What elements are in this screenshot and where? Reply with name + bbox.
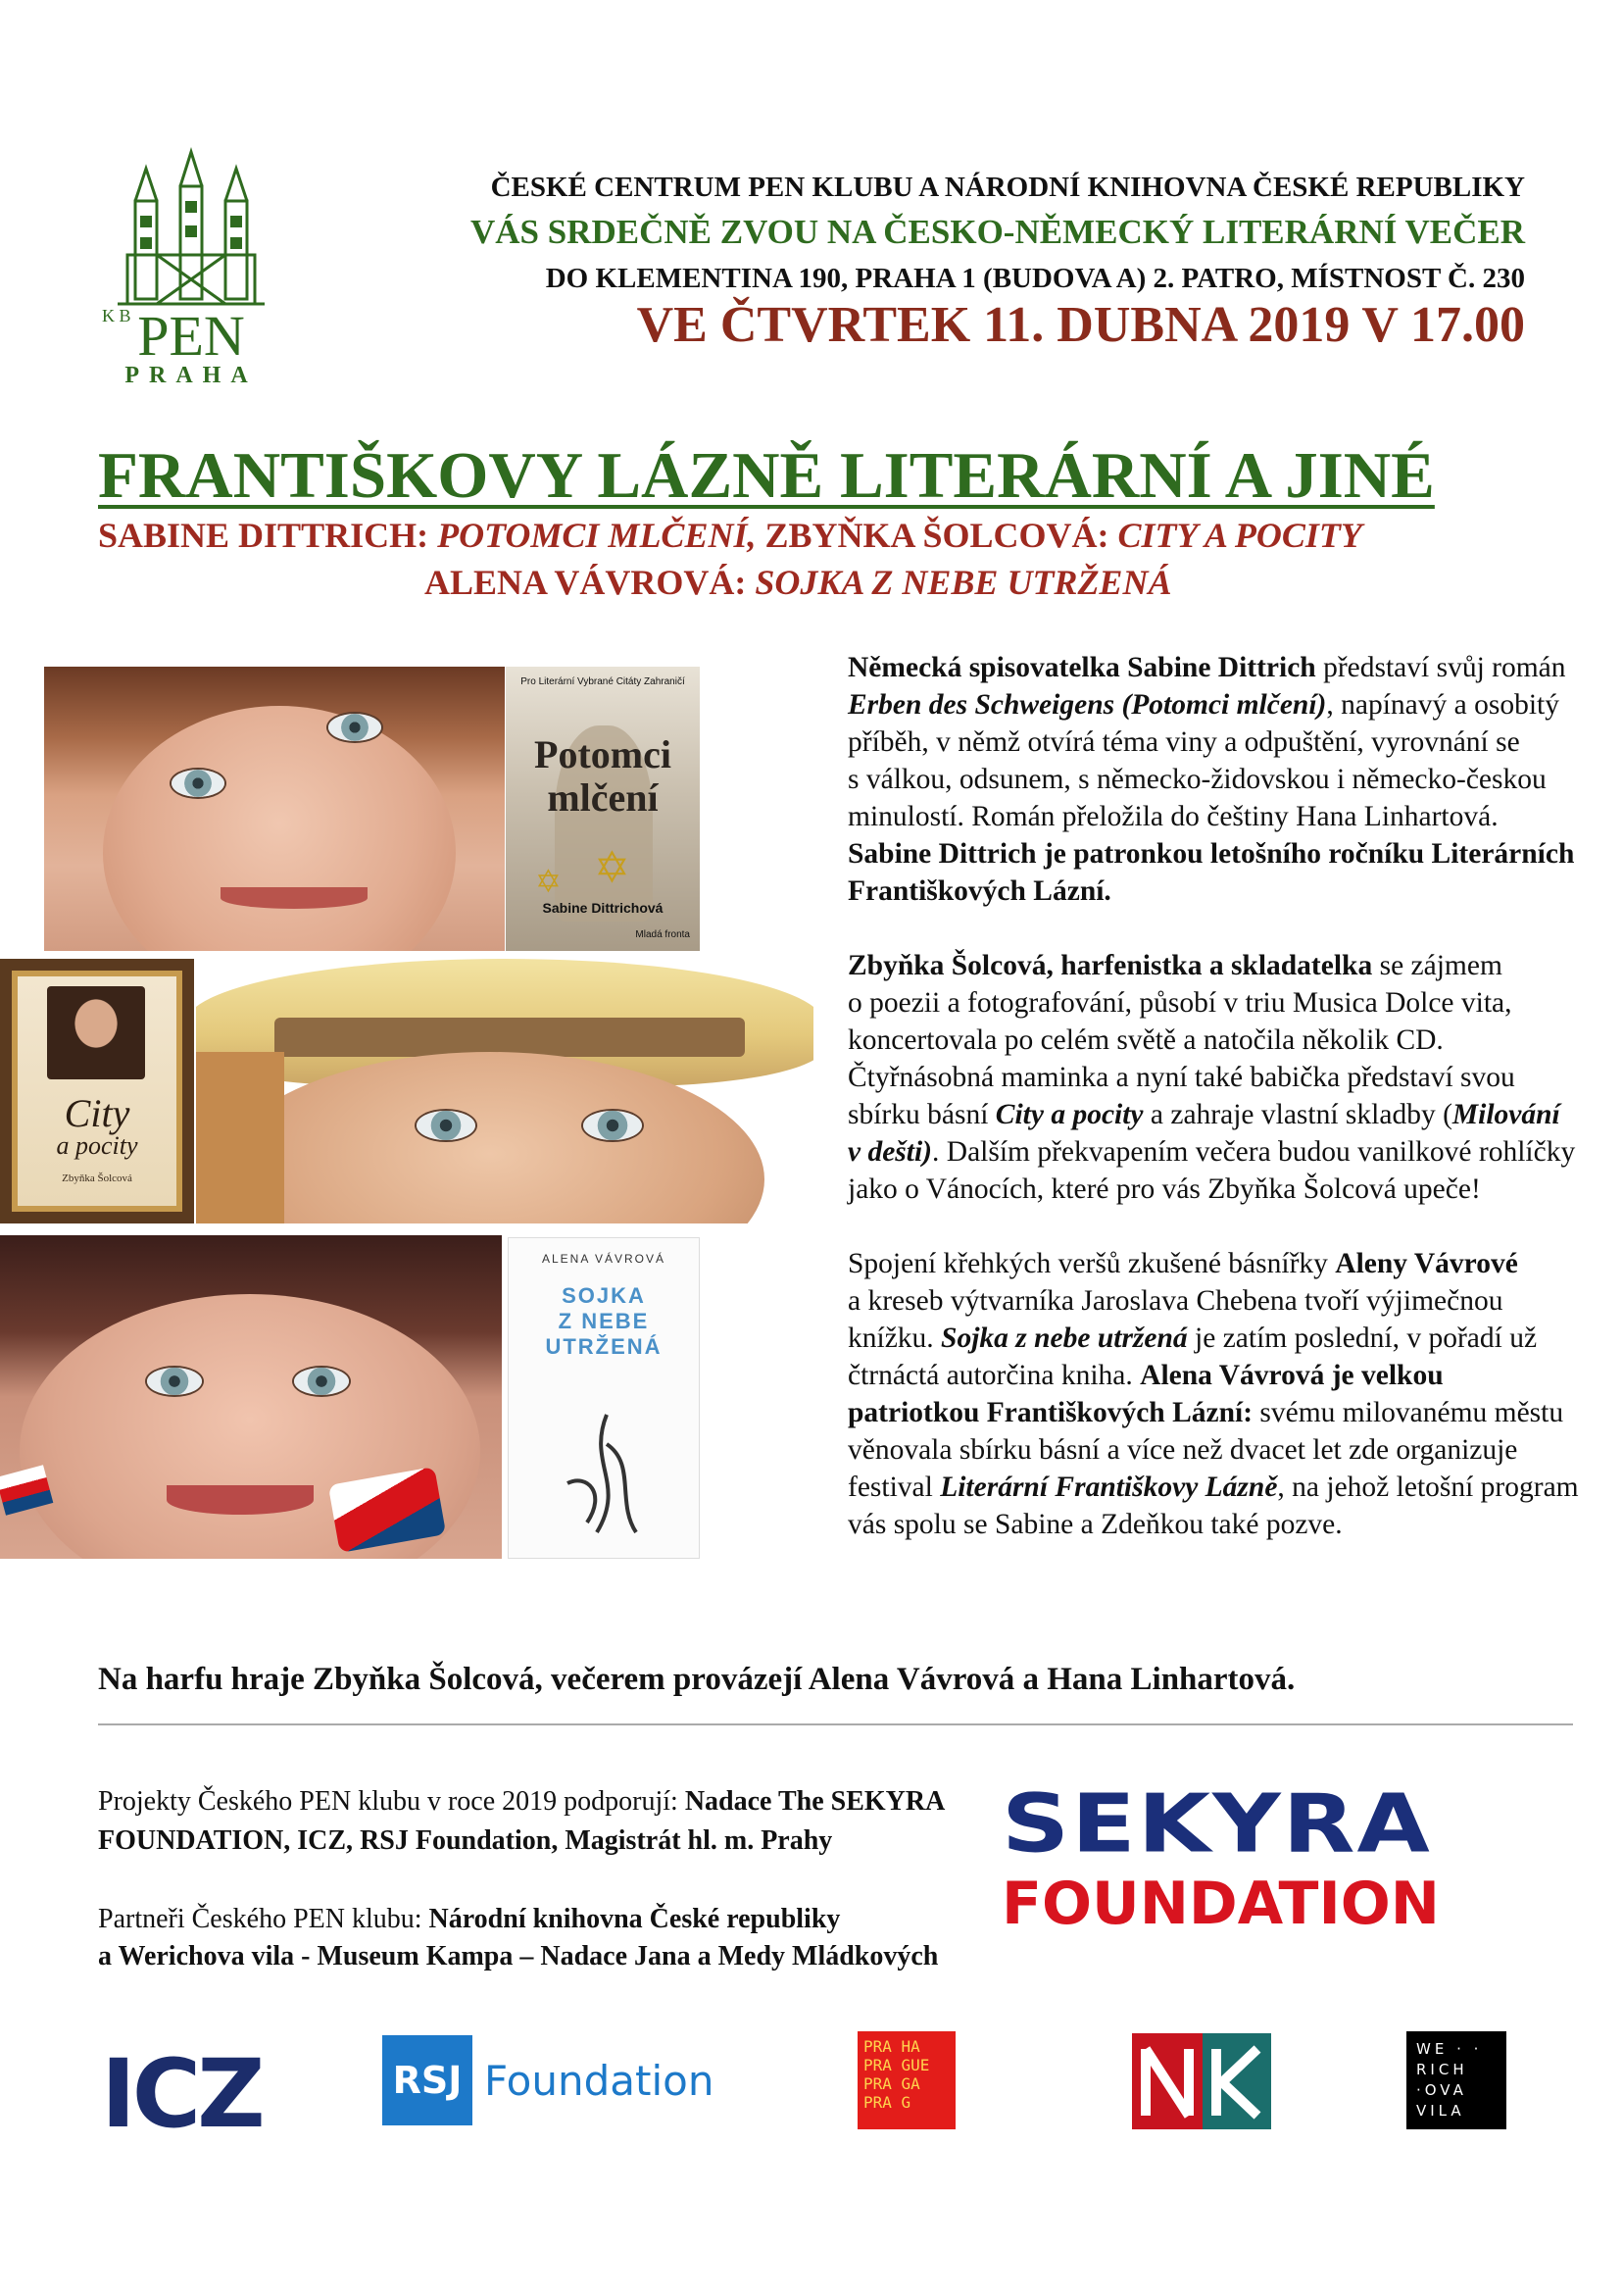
star-of-david-icon: ✡ — [594, 844, 630, 892]
photo-sabine-dittrich — [44, 667, 505, 951]
paragraph-zbynka: Zbyňka Šolcová, harfenistka a skladatelka se zájmem o poezii a fotografování, působí v triu Musica Dolce vita, koncertovala po celém světě a natočila několik CD. Čtyřnásobná maminka a nyní také babička představí svou sbírku básní City a pocity a zahraje vlastní skladby (Milování v dešti). Dalším překvapením večera budou vanilkové rohlíčky jako o Vánocích, které pro vás Zbyňka Šolcová upeče! — [848, 950, 1576, 1205]
partners-line-2: a Werichova vila - Museum Kampa – Nadace Jana a Medy Mládkových — [98, 1941, 939, 1972]
event-title: FRANTIŠKOVY LÁZNĚ LITERÁRNÍ A JINÉ — [98, 439, 1435, 512]
book-cover-sojka-z-nebe-utrzena: ALENA VÁVROVÁ SOJKA Z NEBE UTRŽENÁ — [508, 1237, 700, 1559]
supporters-line-1: Projekty Českého PEN klubu v roce 2019 podporují: Nadace The SEKYRA — [98, 1786, 946, 1817]
rsj-foundation-logo: RSJ Foundation — [382, 2035, 713, 2125]
photo-zbynka-solcova — [196, 959, 813, 1223]
supporters-line-2: FOUNDATION, ICZ, RSJ Foundation, Magistrát hl. m. Prahy — [98, 1825, 833, 1856]
header-address: DO KLEMENTINA 190, PRAHA 1 (BUDOVA A) 2. PATRO, MÍSTNOST Č. 230 — [545, 263, 1525, 294]
bird-drawing-icon — [548, 1405, 665, 1542]
paragraph-sabine: Německá spisovatelka Sabine Dittrich představí svůj román Erben des Schweigens (Potomci mlčení), napínavý a osobitý příběh, v němž otvírá téma viny a odpuštění, vyrovnání se s válkou, odsunem, s německo-židovskou i německo-českou minulostí. Román přeložila do češtiny Hana Linhartová. Sabine Dittrich je patronkou letošního ročníku Literárních Františkových Lázní. — [848, 652, 1575, 907]
werichova-vila-logo: WE · · RICH ·OVA VILA — [1406, 2031, 1506, 2129]
svg-text:K B: K B — [102, 306, 131, 325]
star-of-david-icon: ✡ — [535, 864, 562, 899]
divider — [98, 1723, 1573, 1725]
book-cover-city-a-pocity: City a pocity Zbyňka Šolcová — [0, 959, 194, 1223]
icz-logo: ICZ — [101, 2039, 262, 2149]
praha-city-logo: PRA HA PRA GUE PRA GA PRA G — [858, 2031, 956, 2129]
book-cover-potomci-mlceni: Pro Literární Vybrané Citáty Zahraničí Potomci mlčení ✡ ✡ Sabine Dittrichová Mladá fronta — [506, 667, 700, 951]
pen-text: PEN — [137, 304, 245, 368]
pen-praha-logo — [98, 147, 284, 387]
partners-line-1: Partneři Českého PEN klubu: Národní knihovna České republiky — [98, 1904, 841, 1934]
castle-icon — [98, 147, 284, 387]
harp-performance-note: Na harfu hraje Zbyňka Šolcová, večerem provázejí Alena Vávrová a Hana Linhartová. — [98, 1662, 1296, 1697]
narodni-knihovna-logo — [1132, 2029, 1274, 2133]
header-organizer: ČESKÉ CENTRUM PEN KLUBU A NÁRODNÍ KNIHOVNA ČESKÉ REPUBLIKY — [490, 172, 1525, 203]
header-invitation: VÁS SRDEČNĚ ZVOU NA ČESKO-NĚMECKÝ LITERÁRNÍ VEČER — [469, 213, 1525, 251]
photo-alena-vavrova — [0, 1235, 502, 1559]
praha-text: PRAHA — [124, 363, 258, 387]
paragraph-alena: Spojení křehkých veršů zkušené básnířky Aleny Vávrové a kreseb výtvarníka Jaroslava Chebena tvoří výjimečnou knížku. Sojka z nebe utržená je zatím poslední, v pořadí už čtrnáctá autorčina kniha. Alena Vávrová je velkou patriotkou Františkových Lázní: svému milovanému městu věnovala sbírku básní a více než dvacet let zde organizuje festival Literární Františkovy Lázně, na jehož letošní program vás spolu se Sabine a Zdeňkou také pozve. — [848, 1248, 1579, 1540]
subtitle-line-1: SABINE DITTRICH: POTOMCI MLČENÍ, ZBYŇKA ŠOLCOVÁ: CITY A POCITY — [98, 516, 1362, 555]
sekyra-foundation-logo: SEKYRA FOUNDATION — [1002, 1776, 1440, 1938]
subtitle-line-2: ALENA VÁVROVÁ: SOJKA Z NEBE UTRŽENÁ — [424, 563, 1172, 602]
header-date: VE ČTVRTEK 11. DUBNA 2019 V 17.00 — [636, 297, 1525, 353]
